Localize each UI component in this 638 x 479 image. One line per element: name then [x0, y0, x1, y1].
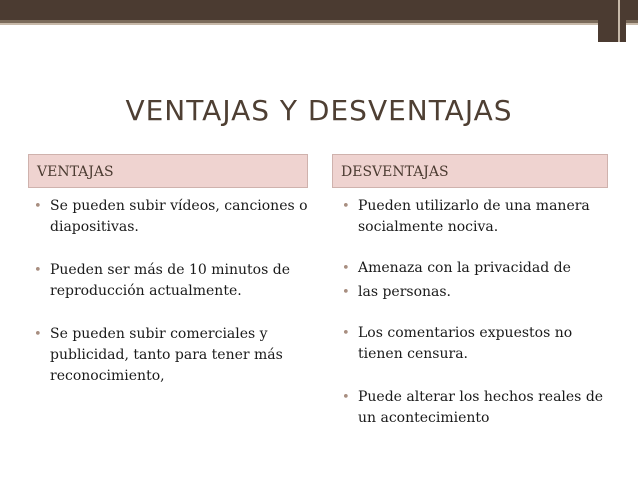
list-item-text: Amenaza con la privacidad de — [358, 260, 571, 276]
list-item-text: Se pueden subir comerciales y publicidad, tanto para tener más reconocimiento, — [50, 326, 297, 384]
corner-stripe — [618, 0, 620, 42]
top-stripe-light — [0, 23, 638, 25]
list-item — [28, 324, 318, 387]
list-item-text: Los comentarios expuestos no tienen censura. — [358, 325, 573, 362]
ventajas-header: VENTAJAS — [28, 154, 308, 188]
bullet-icon: • — [342, 390, 350, 405]
list-item-text: Pueden ser más de 10 minutos de reproducción actualmente. — [50, 262, 290, 299]
ventajas-list — [28, 196, 318, 387]
bullet-icon: • — [342, 261, 350, 276]
bullet-icon: • — [342, 285, 350, 300]
bullet-icon: • — [34, 327, 42, 342]
list-item-text: Pueden utilizarlo de una manera socialmente nociva. — [358, 198, 590, 235]
list-item — [336, 282, 616, 303]
bullet-icon: • — [34, 263, 42, 278]
bullet-icon: • — [342, 199, 350, 214]
corner-decoration — [598, 0, 626, 42]
bullet-icon: • — [34, 199, 42, 214]
desventajas-list — [336, 196, 616, 429]
list-item — [336, 387, 616, 429]
list-item-text: Puede alterar los hechos reales de un acontecimiento — [358, 389, 604, 426]
list-item — [336, 323, 616, 365]
list-item-text: las personas. — [358, 284, 452, 300]
list-item-text: Se pueden subir vídeos, canciones o diapositivas. — [50, 198, 308, 235]
bullet-icon: • — [342, 326, 350, 341]
list-item — [336, 196, 616, 238]
list-item — [28, 196, 318, 238]
slide-title: VENTAJAS Y DESVENTAJAS — [125, 94, 513, 127]
desventajas-header: DESVENTAJAS — [332, 154, 608, 188]
list-item — [28, 260, 318, 302]
list-item — [336, 258, 616, 279]
top-banner — [0, 0, 638, 20]
